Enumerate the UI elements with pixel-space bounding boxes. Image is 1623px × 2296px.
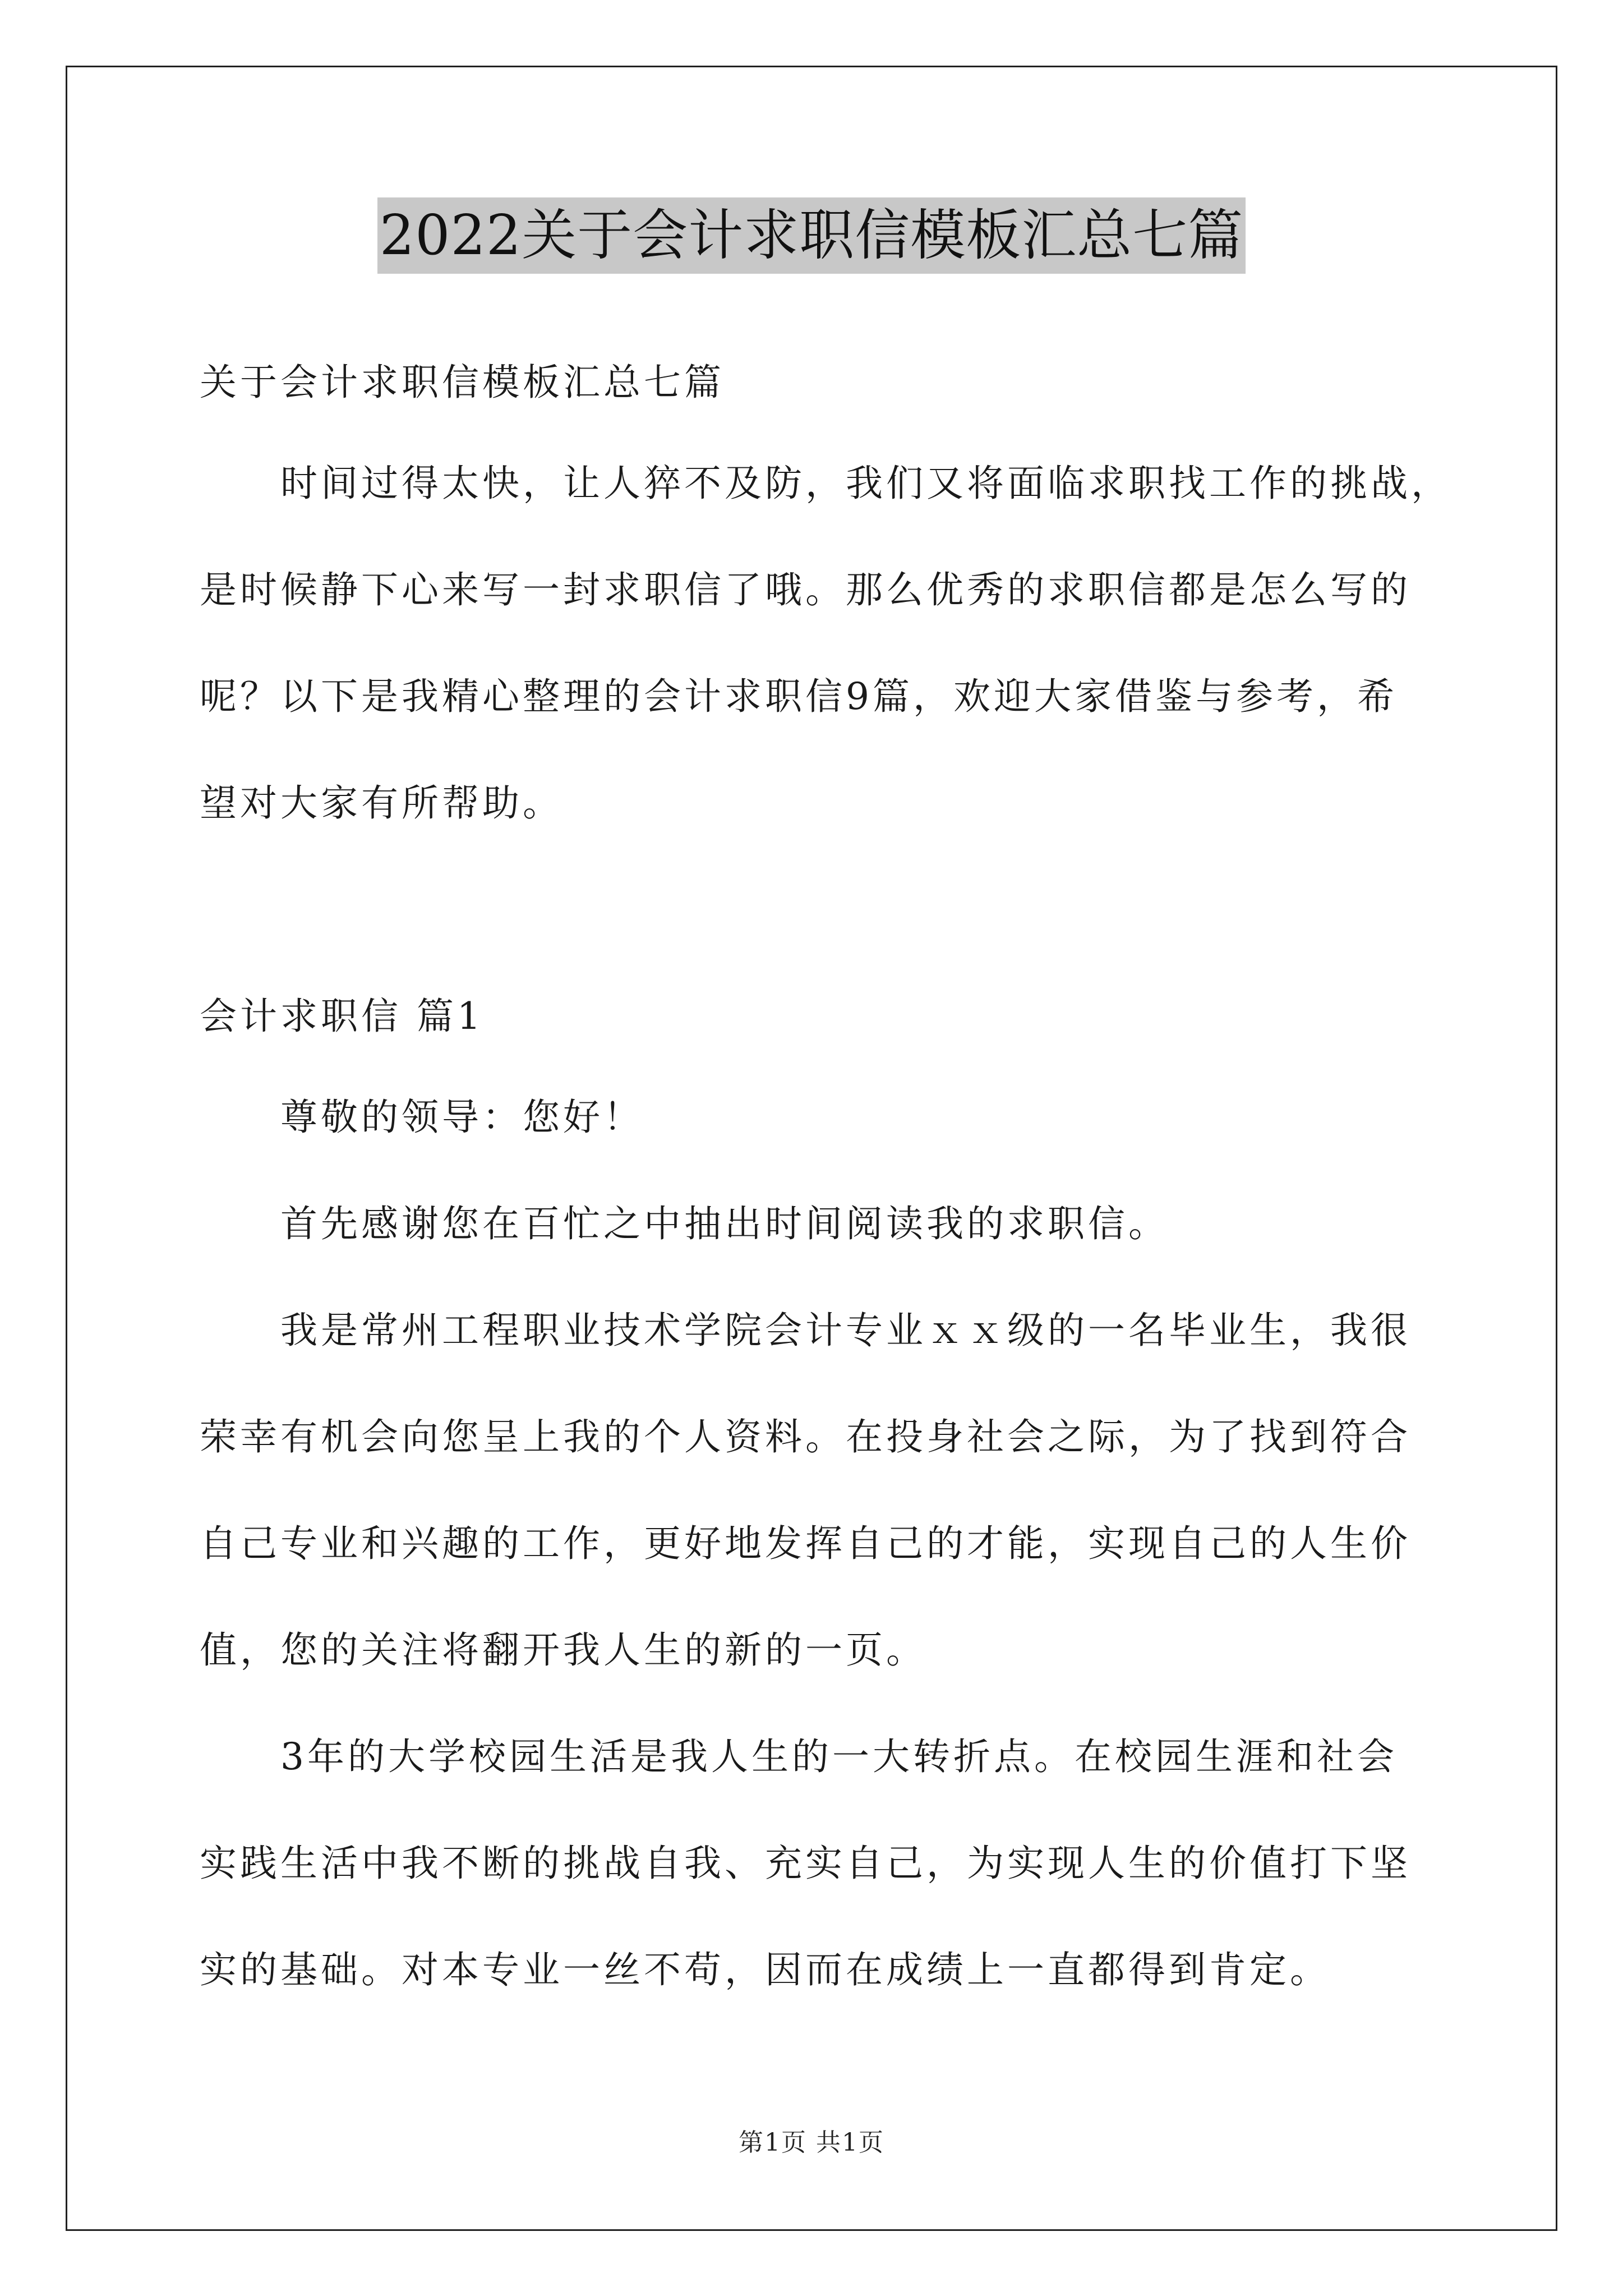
paragraph-3-line-1: 3年的大学校园生活是我人生的一大转折点。在校园生涯和社会: [280, 1735, 1398, 1778]
document-subtitle: 关于会计求职信模板汇总七篇: [200, 361, 725, 404]
paragraph-3-line-3: 实的基础。对本专业一丝不苟，因而在成绩上一直都得到肯定。: [200, 1948, 1330, 1991]
intro-line-4: 望对大家有所帮助。: [200, 781, 563, 825]
paragraph-3-line-2: 实践生活中我不断的挑战自我、充实自己，为实现人生的价值打下坚: [200, 1842, 1411, 1885]
section-heading: 会计求职信 篇1: [200, 995, 484, 1038]
paragraph-2-line-4: 值，您的关注将翻开我人生的新的一页。: [200, 1628, 926, 1672]
paragraph-2-line-3: 自己专业和兴趣的工作，更好地发挥自己的才能，实现自己的人生价: [200, 1522, 1411, 1565]
paragraph-2-line-1: 我是常州工程职业技术学院会计专业ｘｘ级的一名毕业生，我很: [280, 1309, 1411, 1352]
intro-line-2: 是时候静下心来写一封求职信了哦。那么优秀的求职信都是怎么写的: [200, 568, 1411, 611]
title-container: [0, 197, 1623, 274]
document-title: 2022关于会计求职信模板汇总七篇: [377, 197, 1246, 274]
paragraph-2-line-2: 荣幸有机会向您呈上我的个人资料。在投身社会之际，为了找到符合: [200, 1415, 1411, 1458]
page-footer: 第1页 共1页: [739, 2128, 884, 2157]
salutation: 尊敬的领导：您好！: [280, 1096, 644, 1139]
intro-line-1: 时间过得太快，让人猝不及防，我们又将面临求职找工作的挑战，: [280, 462, 1451, 505]
paragraph-1: 首先感谢您在百忙之中抽出时间阅读我的求职信。: [280, 1202, 1169, 1245]
intro-line-3: 呢？以下是我精心整理的会计求职信9篇，欢迎大家借鉴与参考，希: [200, 675, 1398, 718]
